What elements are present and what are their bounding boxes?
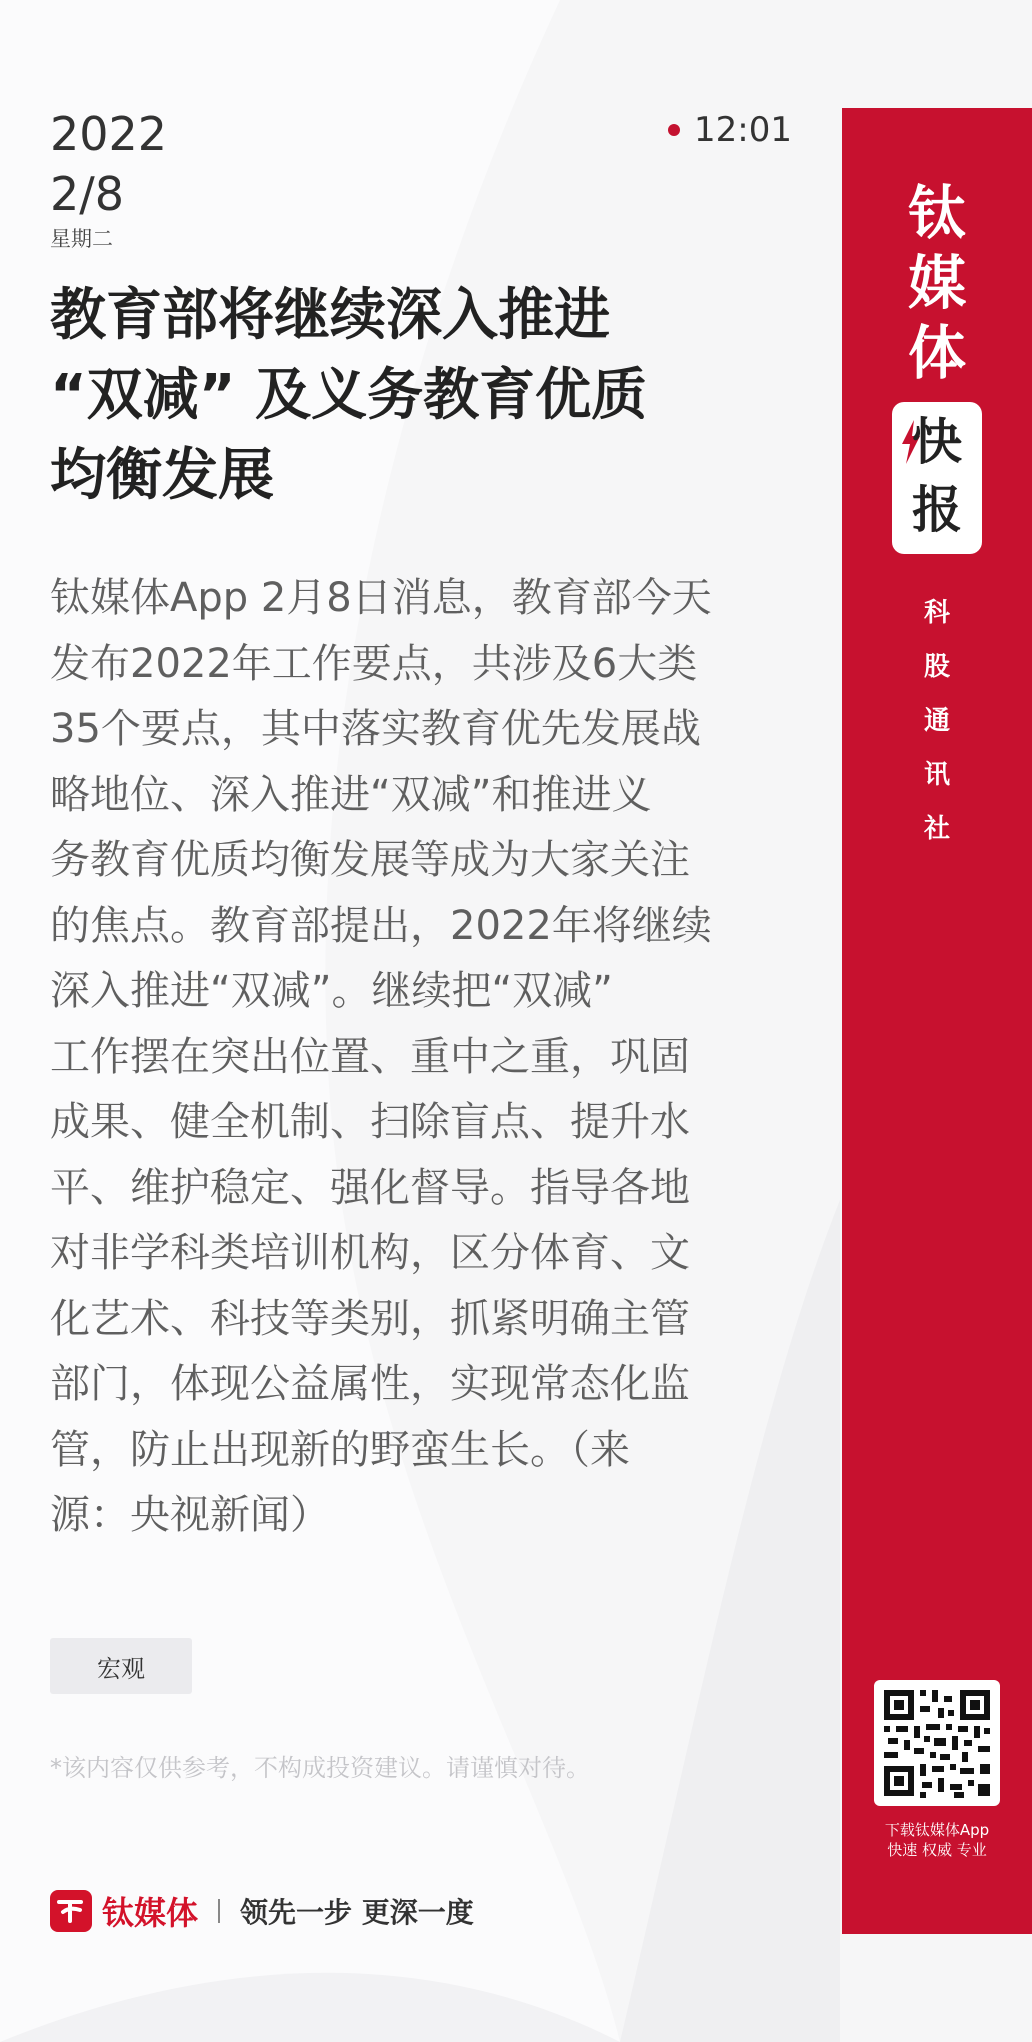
sidebar-brand-char: 钛 bbox=[907, 179, 966, 247]
time-text: 12:01 bbox=[694, 110, 792, 150]
sidebar-banner bbox=[842, 108, 1032, 1934]
body-line: 化艺术、科技等类别，抓紧明确主管 bbox=[50, 1295, 690, 1342]
qr-caption-line: 下载钛媒体App bbox=[884, 1821, 990, 1839]
footer-divider bbox=[218, 1899, 220, 1923]
footer bbox=[50, 1888, 474, 1934]
body-line: 发布2022年工作要点，共涉及6大类 bbox=[50, 640, 698, 687]
date-month-day: 2/8 bbox=[50, 167, 125, 221]
body-line: 钛媒体App 2月8日消息，教育部今天 bbox=[50, 575, 712, 621]
qr-caption bbox=[842, 1820, 1032, 1860]
qr-code-icon[interactable] bbox=[874, 1680, 1000, 1806]
category-tag[interactable]: 宏观 bbox=[50, 1638, 192, 1694]
time-dot-icon bbox=[668, 124, 680, 136]
tmt-logo-icon bbox=[50, 1890, 92, 1932]
headline-line: 均衡发展 bbox=[50, 443, 274, 508]
footer-brand: 钛媒体 bbox=[102, 1894, 199, 1932]
date-weekday: 星期二 bbox=[50, 227, 113, 251]
body-line: 务教育优质均衡发展等成为大家关注 bbox=[50, 837, 690, 883]
body-line: 管，防止出现新的野蛮生长。（来 bbox=[50, 1426, 630, 1473]
qr-caption-line: 快速 权威 专业 bbox=[887, 1841, 987, 1859]
article-body bbox=[50, 566, 780, 1549]
body-line: 35个要点，其中落实教育优先发展战 bbox=[50, 706, 701, 752]
kuaibao-badge bbox=[892, 402, 982, 554]
headline bbox=[50, 276, 780, 516]
sidebar-brand bbox=[842, 178, 1032, 388]
body-line: 源：央视新闻） bbox=[50, 1492, 330, 1538]
headline-line: 教育部将继续深入推进 bbox=[50, 283, 610, 348]
headline-line: “双减” 及义务教育优质 bbox=[50, 363, 648, 428]
sidebar-vertical-text bbox=[842, 586, 1032, 856]
time-display bbox=[668, 110, 792, 150]
date-year: 2022 bbox=[50, 107, 168, 161]
kuaibao-char: 快 bbox=[912, 413, 962, 471]
body-line: 的焦点。教育部提出，2022年将继续 bbox=[50, 902, 712, 949]
sidebar-vertical-char: 股 bbox=[923, 652, 950, 682]
body-line: 平、维护稳定、强化督导。指导各地 bbox=[50, 1164, 690, 1211]
sidebar-brand-char: 体 bbox=[907, 319, 966, 387]
sidebar-vertical-char: 社 bbox=[923, 814, 950, 844]
sidebar-vertical-char: 讯 bbox=[923, 760, 950, 790]
sidebar-vertical-char: 科 bbox=[923, 598, 950, 628]
footer-slogan: 领先一步 更深一度 bbox=[240, 1896, 474, 1929]
body-line: 略地位、深入推进“双减”和推进义 bbox=[50, 771, 652, 818]
sidebar-vertical-char: 通 bbox=[923, 706, 950, 736]
body-line: 部门，体现公益属性，实现常态化监 bbox=[50, 1361, 690, 1407]
body-line: 深入推进“双减”。继续把“双减” bbox=[50, 968, 613, 1014]
disclaimer: *该内容仅供参考，不构成投资建议。请谨慎对待。 bbox=[50, 1754, 590, 1782]
kuaibao-char: 报 bbox=[912, 481, 962, 539]
body-line: 工作摆在突出位置、重中之重，巩固 bbox=[50, 1033, 690, 1080]
sidebar-brand-char: 媒 bbox=[907, 249, 966, 317]
body-line: 成果、健全机制、扫除盲点、提升水 bbox=[50, 1099, 690, 1145]
body-line: 对非学科类培训机构，区分体育、文 bbox=[50, 1230, 690, 1276]
